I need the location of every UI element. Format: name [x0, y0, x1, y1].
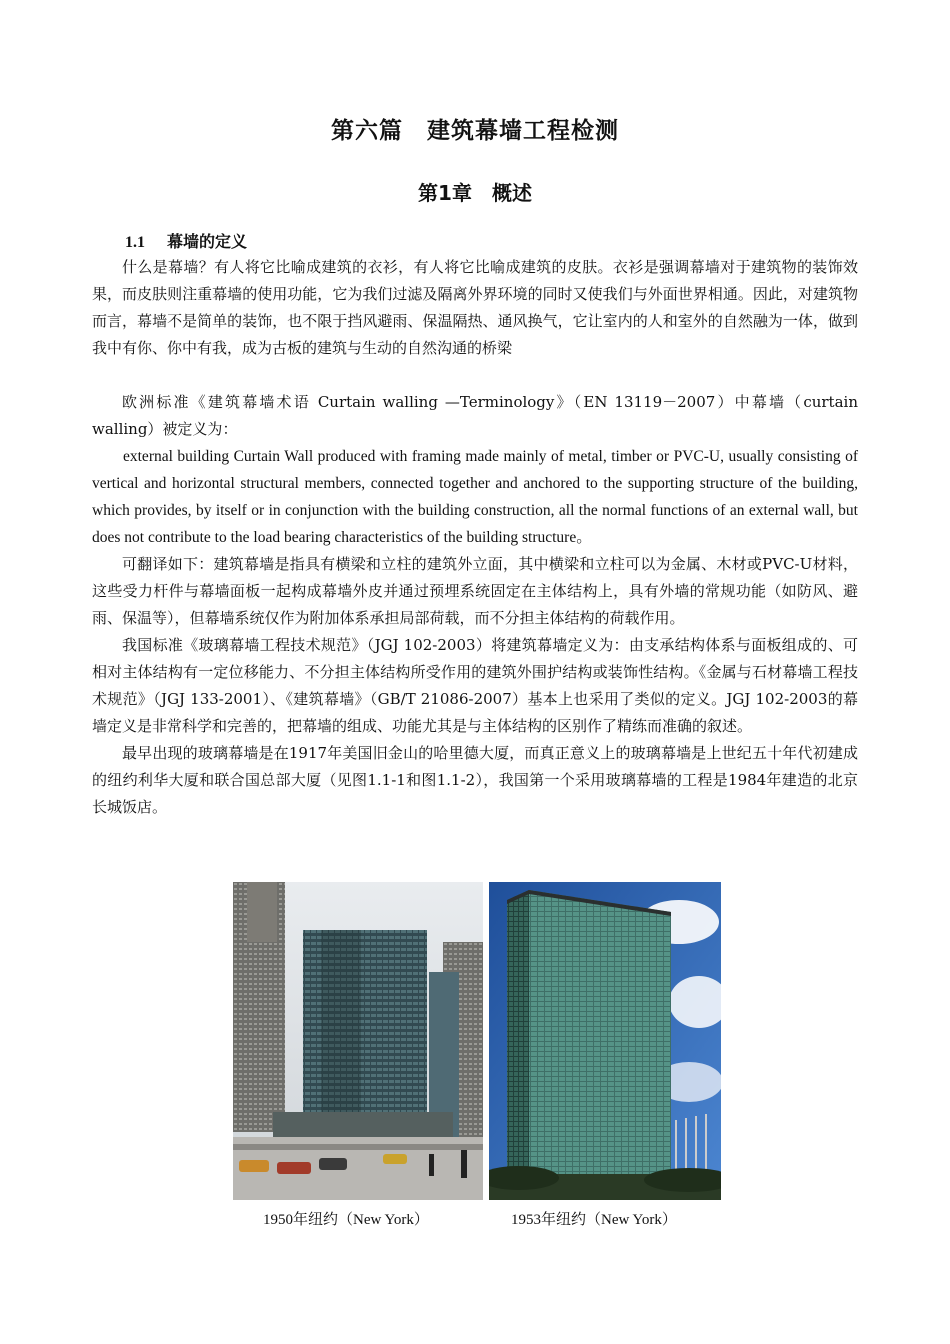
section-number: 1.1 — [125, 234, 145, 251]
paragraph-en-standard: 欧洲标准《建筑幕墙术语 Curtain walling —Terminology》（EN 13119－2007）中幕墙（curtain walling）被定义为： — [92, 393, 858, 438]
body-text — [92, 254, 858, 821]
figure-caption-right: 1953年纽约（New York） — [511, 1212, 677, 1228]
paragraph-cn-standard: 我国标准《玻璃幕墙工程技术规范》（JGJ 102-2003）将建筑幕墙定义为：由支承结构体系与面板组成的、可相对主体结构有一定位移能力、不分担主体结构所受作用的建筑外围护结构或装饰性结构。《金属与石材幕墙工程技术规范》（JGJ 133-2001）、《建筑幕墙》（GB/T 21086-2007）基本上也采用了类似的定义。JGJ 102-2003的幕墙定义是非常科学和完善的，把幕墙的组成、功能尤其是与主体结构的区别作了精练而准确的叙述。 — [92, 636, 858, 735]
part-title: 第六篇 建筑幕墙工程检测 — [331, 118, 619, 144]
paragraph-history: 最早出现的玻璃幕墙是在1917年美国旧金山的哈里德大厦，而真正意义上的玻璃幕墙是上世纪五十年代初建成的纽约利华大厦和联合国总部大厦（见图1.1-1和图1.1-2），我国第一个采用玻璃幕墙的工程是1984年建造的北京长城饭店。 — [92, 744, 858, 816]
figure-group — [233, 882, 723, 1200]
figure-caption-left: 1950年纽约（New York） — [263, 1212, 429, 1228]
photo-un-headquarters — [489, 882, 721, 1200]
section-heading — [125, 229, 247, 252]
paragraph-translation: 可翻译如下：建筑幕墙是指具有横梁和立柱的建筑外立面，其中横梁和立柱可以为金属、木材或PVC-U材料，这些受力杆件与幕墙面板一起构成幕墙外皮并通过预埋系统固定在主体结构上，具有外墙的常规功能（如防风、避雨、保温等），但幕墙系统仅作为附加体系承担局部荷载，而不分担主体结构的荷载作用。 — [92, 555, 858, 627]
photo-lever-house — [233, 882, 483, 1200]
paragraph-intro: 什么是幕墙？有人将它比喻成建筑的衣衫，有人将它比喻成建筑的皮肤。衣衫是强调幕墙对于建筑物的装饰效果，而皮肤则注重幕墙的使用功能，它为我们过滤及隔离外界环境的同时又使我们与外面世界相通。因此，对建筑物而言，幕墙不是简单的装饰，也不限于挡风避雨、保温隔热、通风换气，它让室内的人和室外的自然融为一体，做到我中有你、你中有我，成为古板的建筑与生动的自然沟通的桥梁 — [92, 258, 858, 357]
section-title-text: 幕墙的定义 — [167, 232, 248, 251]
paragraph-en-definition: external building Curtain Wall produced with framing made mainly of metal, timber or PVC-U, usually consisting of vertical and horizontal structural members, connected together and anchored to the supporting structure of the building, which provides, by itself or in conjunction with the building construction, all the normal functions of an external wall, but does not contribute to the load bearing characteristics of the building structure。 — [92, 448, 858, 546]
chapter-title: 第1章 概述 — [418, 181, 532, 205]
